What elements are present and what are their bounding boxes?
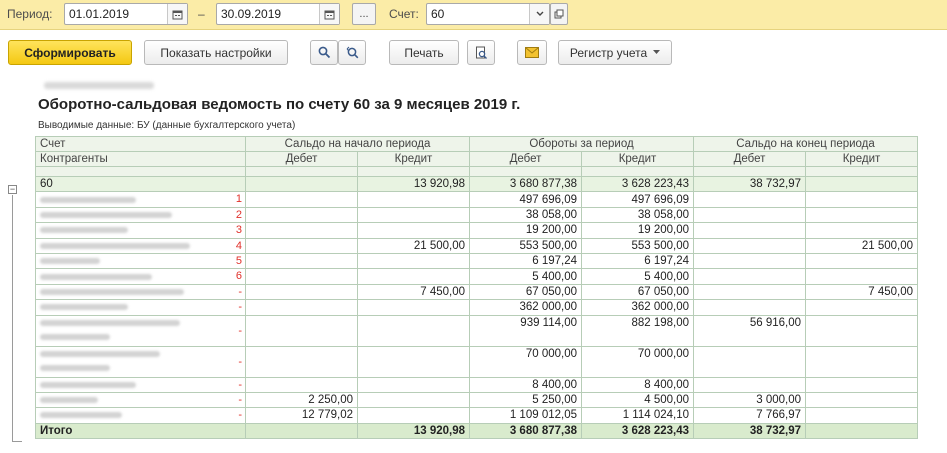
closing-credit-cell[interactable] xyxy=(806,300,918,315)
tree-outline xyxy=(8,185,20,445)
closing-credit-cell[interactable] xyxy=(806,346,918,377)
header-counterparties: Контрагенты xyxy=(36,152,246,167)
counterparty-name-redacted xyxy=(40,365,110,371)
row-number-mark: 6 xyxy=(235,270,242,283)
counterparty-row[interactable] xyxy=(36,377,918,392)
opening-debit-cell[interactable] xyxy=(246,253,358,268)
counterparty-name-redacted xyxy=(40,304,128,310)
opening-credit-cell[interactable]: 13 920,98 xyxy=(358,177,470,192)
turnover-balance-table xyxy=(35,136,918,439)
calendar-icon[interactable] xyxy=(167,4,187,24)
closing-credit-cell[interactable] xyxy=(806,177,918,192)
turnover-debit-cell[interactable]: 497 696,09 xyxy=(470,192,582,207)
counterparty-name-cell[interactable] xyxy=(36,392,246,407)
counterparty-name-cell[interactable] xyxy=(36,284,246,299)
opening-credit-cell[interactable] xyxy=(358,269,470,284)
counterparty-row[interactable] xyxy=(36,223,918,238)
counterparty-name-cell[interactable] xyxy=(36,377,246,392)
turnover-credit-cell[interactable]: 5 400,00 xyxy=(582,269,694,284)
turnover-credit-cell[interactable]: 19 200,00 xyxy=(582,223,694,238)
closing-credit-cell[interactable] xyxy=(806,223,918,238)
envelope-icon xyxy=(525,47,539,58)
closing-credit-cell[interactable] xyxy=(806,377,918,392)
search-button[interactable] xyxy=(310,40,338,65)
turnover-credit-cell[interactable]: 497 696,09 xyxy=(582,192,694,207)
closing-credit-cell[interactable] xyxy=(806,315,918,346)
turnover-debit-cell[interactable]: 939 114,00 xyxy=(470,315,582,346)
turnover-debit-cell[interactable]: 6 197,24 xyxy=(470,253,582,268)
turnover-credit-cell[interactable]: 882 198,00 xyxy=(582,315,694,346)
collapse-toggle-icon[interactable]: − xyxy=(9,184,16,194)
generate-button[interactable]: Сформировать xyxy=(8,40,132,65)
print-button[interactable]: Печать xyxy=(389,40,459,65)
turnover-debit-cell[interactable]: 38 058,00 xyxy=(470,207,582,222)
row-number-mark: - xyxy=(238,409,242,422)
closing-credit-cell[interactable]: 7 450,00 xyxy=(806,284,918,299)
closing-debit-cell[interactable] xyxy=(694,238,806,253)
account-cell[interactable]: 60 xyxy=(36,177,246,192)
turnover-debit-cell[interactable]: 1 109 012,05 xyxy=(470,408,582,423)
header-opening-credit: Кредит xyxy=(358,152,470,167)
row-number-mark: 1 xyxy=(235,193,242,206)
opening-credit-cell[interactable] xyxy=(358,192,470,207)
counterparty-name-cell[interactable] xyxy=(36,346,246,377)
counterparty-row[interactable] xyxy=(36,284,918,299)
opening-debit-cell[interactable] xyxy=(246,300,358,315)
opening-credit-cell[interactable] xyxy=(358,315,470,346)
closing-debit-cell[interactable] xyxy=(694,300,806,315)
counterparty-name-cell[interactable] xyxy=(36,192,246,207)
turnover-credit-cell[interactable]: 1 114 024,10 xyxy=(582,408,694,423)
open-icon xyxy=(554,9,564,19)
total-opening-debit xyxy=(246,423,358,438)
total-closing-credit xyxy=(806,423,918,438)
header-turnover-debit: Дебет xyxy=(470,152,582,167)
report-area xyxy=(0,74,947,453)
row-number-mark: - xyxy=(238,355,242,368)
search-next-icon xyxy=(346,46,359,59)
counterparty-name-cell[interactable] xyxy=(36,408,246,423)
turnover-debit-cell[interactable]: 70 000,00 xyxy=(470,346,582,377)
chevron-down-icon[interactable] xyxy=(529,4,549,24)
period-label: Период: xyxy=(7,7,53,21)
counterparty-name-redacted xyxy=(40,397,98,403)
closing-debit-cell[interactable] xyxy=(694,192,806,207)
opening-debit-cell[interactable] xyxy=(246,192,358,207)
counterparty-name-redacted xyxy=(40,289,184,295)
report-output-data: Выводимые данные: БУ (данные бухгалтерского учета) xyxy=(38,120,296,131)
print-preview-button[interactable] xyxy=(467,40,495,65)
closing-debit-cell[interactable] xyxy=(694,223,806,238)
opening-debit-cell[interactable] xyxy=(246,223,358,238)
period-select-button[interactable]: ... xyxy=(352,3,376,25)
counterparty-name-cell[interactable] xyxy=(36,207,246,222)
header-opening-debit: Дебет xyxy=(246,152,358,167)
row-number-mark: - xyxy=(238,301,242,314)
closing-debit-cell[interactable]: 3 000,00 xyxy=(694,392,806,407)
organization-name xyxy=(44,82,154,89)
date-from-value: 01.01.2019 xyxy=(69,7,130,21)
turnover-debit-cell[interactable]: 3 680 877,38 xyxy=(470,177,582,192)
opening-debit-cell[interactable] xyxy=(246,177,358,192)
counterparty-name-redacted xyxy=(40,258,100,264)
closing-debit-cell[interactable] xyxy=(694,346,806,377)
total-turnover-debit: 3 680 877,38 xyxy=(470,423,582,438)
tree-line-end xyxy=(12,441,22,442)
opening-debit-cell[interactable] xyxy=(246,315,358,346)
counterparty-name-cell[interactable] xyxy=(36,269,246,284)
total-opening-credit: 13 920,98 xyxy=(358,423,470,438)
header-account: Счет xyxy=(36,137,246,152)
header-row-2 xyxy=(36,152,918,167)
total-closing-debit: 38 732,97 xyxy=(694,423,806,438)
row-number-mark: 4 xyxy=(235,239,242,252)
counterparty-name-cell[interactable] xyxy=(36,300,246,315)
open-account-button[interactable] xyxy=(550,3,568,25)
counterparty-row[interactable] xyxy=(36,408,918,423)
counterparty-row[interactable] xyxy=(36,315,918,346)
turnover-credit-cell[interactable]: 67 050,00 xyxy=(582,284,694,299)
counterparty-name-redacted xyxy=(40,227,128,233)
counterparty-name-cell[interactable] xyxy=(36,223,246,238)
calendar-icon[interactable] xyxy=(319,4,339,24)
opening-credit-cell[interactable] xyxy=(358,377,470,392)
chevron-down-icon xyxy=(653,50,660,55)
counterparty-name-redacted xyxy=(40,412,122,418)
closing-debit-cell[interactable] xyxy=(694,253,806,268)
counterparty-name-redacted xyxy=(40,274,152,280)
row-number-mark: 2 xyxy=(235,208,242,221)
opening-credit-cell[interactable] xyxy=(358,223,470,238)
row-number-mark: - xyxy=(238,378,242,391)
closing-debit-cell[interactable]: 7 766,97 xyxy=(694,408,806,423)
closing-debit-cell[interactable] xyxy=(694,377,806,392)
row-number-mark: 3 xyxy=(235,224,242,237)
report-toolbar xyxy=(0,30,947,74)
opening-debit-cell[interactable] xyxy=(246,284,358,299)
turnover-credit-cell[interactable]: 6 197,24 xyxy=(582,253,694,268)
closing-credit-cell[interactable] xyxy=(806,392,918,407)
counterparty-name-redacted xyxy=(40,212,172,218)
turnover-debit-cell[interactable]: 5 400,00 xyxy=(470,269,582,284)
date-to-value: 30.09.2019 xyxy=(221,7,282,21)
opening-debit-cell[interactable] xyxy=(246,377,358,392)
total-turnover-credit: 3 628 223,43 xyxy=(582,423,694,438)
opening-credit-cell[interactable]: 7 450,00 xyxy=(358,284,470,299)
account-row[interactable] xyxy=(36,177,918,192)
closing-credit-cell[interactable] xyxy=(806,253,918,268)
show-settings-button[interactable]: Показать настройки xyxy=(144,40,288,65)
ledger-register-label: Регистр учета xyxy=(569,45,648,60)
turnover-credit-cell[interactable]: 3 628 223,43 xyxy=(582,177,694,192)
turnover-credit-cell[interactable]: 553 500,00 xyxy=(582,238,694,253)
header-closing-debit: Дебет xyxy=(694,152,806,167)
opening-credit-cell[interactable]: 21 500,00 xyxy=(358,238,470,253)
counterparty-name-cell[interactable] xyxy=(36,238,246,253)
row-number-mark: - xyxy=(238,285,242,298)
find-next-button[interactable] xyxy=(338,40,366,65)
closing-credit-cell[interactable] xyxy=(806,269,918,284)
closing-credit-cell[interactable] xyxy=(806,192,918,207)
counterparty-name-cell[interactable] xyxy=(36,253,246,268)
header-row-1 xyxy=(36,137,918,152)
date-from-field[interactable] xyxy=(64,3,188,25)
turnover-debit-cell[interactable]: 362 000,00 xyxy=(470,300,582,315)
closing-debit-cell[interactable] xyxy=(694,269,806,284)
opening-credit-cell[interactable] xyxy=(358,346,470,377)
counterparty-row[interactable] xyxy=(36,346,918,377)
counterparty-name-redacted xyxy=(40,351,160,357)
counterparty-row[interactable] xyxy=(36,207,918,222)
closing-credit-cell[interactable] xyxy=(806,207,918,222)
counterparty-row[interactable] xyxy=(36,253,918,268)
account-label: Счет: xyxy=(389,7,419,21)
closing-credit-cell[interactable] xyxy=(806,408,918,423)
counterparty-name-redacted xyxy=(40,334,110,340)
preview-icon xyxy=(475,46,488,60)
counterparty-rows xyxy=(36,192,918,423)
date-dash: – xyxy=(198,7,205,21)
opening-credit-cell[interactable] xyxy=(358,253,470,268)
total-label: Итого xyxy=(36,423,246,438)
turnover-debit-cell[interactable]: 8 400,00 xyxy=(470,377,582,392)
header-closing-credit: Кредит xyxy=(806,152,918,167)
counterparty-row[interactable] xyxy=(36,269,918,284)
report-title: Оборотно-сальдовая ведомость по счету 60 за 9 месяцев 2019 г. xyxy=(38,96,521,113)
date-to-field[interactable] xyxy=(216,3,340,25)
counterparty-row[interactable] xyxy=(36,238,918,253)
counterparty-name-redacted xyxy=(40,243,190,249)
opening-credit-cell[interactable] xyxy=(358,392,470,407)
turnover-debit-cell[interactable]: 553 500,00 xyxy=(470,238,582,253)
counterparty-name-cell[interactable] xyxy=(36,315,246,346)
row-number-mark: - xyxy=(238,324,242,337)
opening-credit-cell[interactable] xyxy=(358,207,470,222)
row-number-mark: 5 xyxy=(235,254,242,267)
period-filter-bar xyxy=(0,0,947,30)
turnover-credit-cell[interactable]: 70 000,00 xyxy=(582,346,694,377)
opening-debit-cell[interactable]: 2 250,00 xyxy=(246,392,358,407)
turnover-credit-cell[interactable]: 362 000,00 xyxy=(582,300,694,315)
opening-debit-cell[interactable]: 12 779,02 xyxy=(246,408,358,423)
counterparty-name-redacted xyxy=(40,197,136,203)
turnover-credit-cell[interactable]: 8 400,00 xyxy=(582,377,694,392)
row-number-mark: - xyxy=(238,393,242,406)
opening-credit-cell[interactable] xyxy=(358,408,470,423)
ledger-register-button[interactable] xyxy=(558,40,672,65)
turnover-debit-cell[interactable]: 5 250,00 xyxy=(470,392,582,407)
closing-debit-cell[interactable]: 56 916,00 xyxy=(694,315,806,346)
closing-debit-cell[interactable]: 38 732,97 xyxy=(694,177,806,192)
header-turnover-credit: Кредит xyxy=(582,152,694,167)
opening-debit-cell[interactable] xyxy=(246,269,358,284)
opening-debit-cell[interactable] xyxy=(246,238,358,253)
search-icon xyxy=(318,46,331,59)
counterparty-row[interactable] xyxy=(36,300,918,315)
counterparty-name-redacted xyxy=(40,382,136,388)
turnover-debit-cell[interactable]: 67 050,00 xyxy=(470,284,582,299)
send-email-button[interactable] xyxy=(517,40,547,65)
account-field[interactable] xyxy=(426,3,550,25)
turnover-credit-cell[interactable]: 38 058,00 xyxy=(582,207,694,222)
opening-credit-cell[interactable] xyxy=(358,300,470,315)
header-opening-balance: Сальдо на начало периода xyxy=(246,137,470,152)
total-row xyxy=(36,423,918,438)
tree-line xyxy=(12,195,13,442)
closing-debit-cell[interactable] xyxy=(694,207,806,222)
counterparty-row[interactable] xyxy=(36,392,918,407)
counterparty-name-redacted xyxy=(40,320,180,326)
opening-debit-cell[interactable] xyxy=(246,346,358,377)
account-value: 60 xyxy=(431,7,445,21)
turnover-debit-cell[interactable]: 19 200,00 xyxy=(470,223,582,238)
closing-debit-cell[interactable] xyxy=(694,284,806,299)
opening-debit-cell[interactable] xyxy=(246,207,358,222)
header-turnover: Обороты за период xyxy=(470,137,694,152)
turnover-credit-cell[interactable]: 4 500,00 xyxy=(582,392,694,407)
header-closing-balance: Сальдо на конец периода xyxy=(694,137,918,152)
counterparty-row[interactable] xyxy=(36,192,918,207)
closing-credit-cell[interactable]: 21 500,00 xyxy=(806,238,918,253)
header-spacer-row xyxy=(36,167,918,177)
